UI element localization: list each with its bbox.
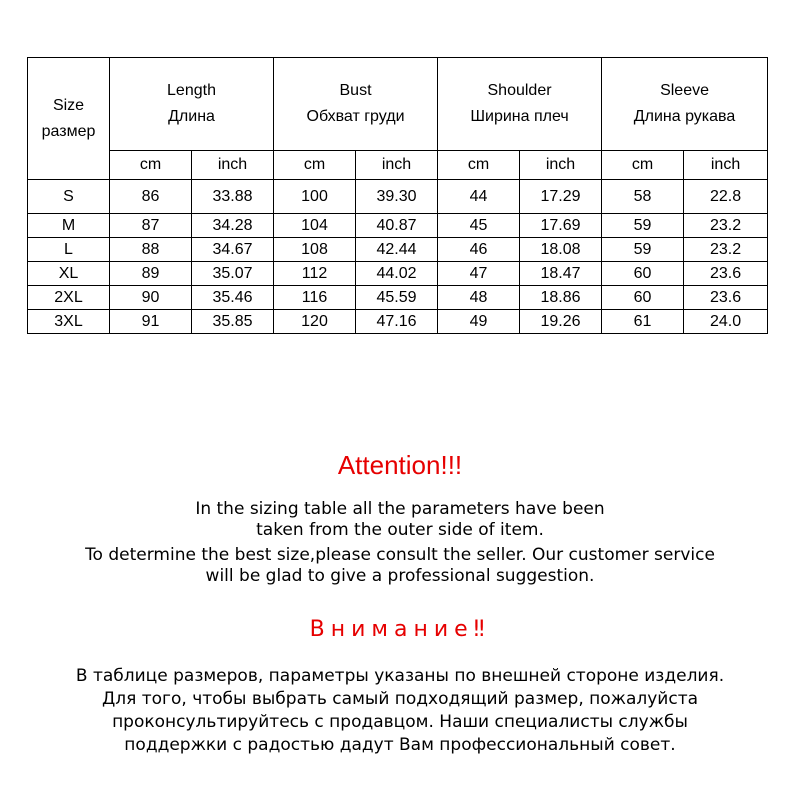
notice-en-paragraph-2: To determine the best size,please consult the seller. Our customer service will be glad to give a professional suggestion. bbox=[85, 545, 715, 586]
table-row bbox=[28, 310, 768, 334]
measurement-cell: 19.26 bbox=[520, 310, 602, 334]
measurement-cell: 18.86 bbox=[520, 286, 602, 310]
measurement-cell: 86 bbox=[110, 180, 192, 214]
measurement-cell: 35.85 bbox=[192, 310, 274, 334]
measurement-cell: 47.16 bbox=[356, 310, 438, 334]
measurement-cell: 44.02 bbox=[356, 262, 438, 286]
unit-cell: inch bbox=[192, 151, 274, 180]
measurement-cell: 34.28 bbox=[192, 214, 274, 238]
measurement-cell: 45.59 bbox=[356, 286, 438, 310]
size-label-cell: M bbox=[28, 214, 110, 238]
measurement-cell: 22.8 bbox=[684, 180, 768, 214]
table-row bbox=[28, 238, 768, 262]
measurement-cell: 48 bbox=[438, 286, 520, 310]
size-label-cell: 3XL bbox=[28, 310, 110, 334]
measurement-cell: 90 bbox=[110, 286, 192, 310]
measurement-cell: 60 bbox=[602, 262, 684, 286]
measurement-cell: 59 bbox=[602, 214, 684, 238]
header-bust: Bust Обхват груди bbox=[274, 58, 438, 151]
measurement-cell: 61 bbox=[602, 310, 684, 334]
measurement-cell: 23.2 bbox=[684, 238, 768, 262]
measurement-cell: 120 bbox=[274, 310, 356, 334]
header-size: Size размер bbox=[28, 58, 110, 180]
table-row bbox=[28, 180, 768, 214]
measurement-cell: 59 bbox=[602, 238, 684, 262]
unit-cell: inch bbox=[520, 151, 602, 180]
size-label-cell: L bbox=[28, 238, 110, 262]
measurement-cell: 34.67 bbox=[192, 238, 274, 262]
measurement-cell: 104 bbox=[274, 214, 356, 238]
table-row bbox=[28, 262, 768, 286]
unit-cell: inch bbox=[356, 151, 438, 180]
unit-cell: cm bbox=[110, 151, 192, 180]
size-label-cell: XL bbox=[28, 262, 110, 286]
measurement-cell: 35.07 bbox=[192, 262, 274, 286]
measurement-cell: 49 bbox=[438, 310, 520, 334]
notice-ru-paragraph: В таблице размеров, параметры указаны по внешней стороне изделия. Для того, чтобы выбрать самый подходящий размер, пожалуйста проконсультируйтесь с продавцом. Наши специалисты службы поддержки с радостью дадут Вам профессиональный совет. bbox=[75, 666, 725, 755]
measurement-cell: 58 bbox=[602, 180, 684, 214]
header-shoulder: Shoulder Ширина плеч bbox=[438, 58, 602, 151]
measurement-cell: 108 bbox=[274, 238, 356, 262]
measurement-cell: 18.08 bbox=[520, 238, 602, 262]
measurement-cell: 112 bbox=[274, 262, 356, 286]
attention-heading-ru: Внимание‼ bbox=[309, 617, 491, 642]
table-row bbox=[28, 214, 768, 238]
measurement-cell: 35.46 bbox=[192, 286, 274, 310]
measurement-cell: 17.29 bbox=[520, 180, 602, 214]
measurement-cell: 39.30 bbox=[356, 180, 438, 214]
measurement-cell: 44 bbox=[438, 180, 520, 214]
measurement-cell: 23.6 bbox=[684, 286, 768, 310]
measurement-cell: 116 bbox=[274, 286, 356, 310]
measurement-cell: 89 bbox=[110, 262, 192, 286]
header-sleeve: Sleeve Длина рукава bbox=[602, 58, 768, 151]
notice-en-paragraph-1: In the sizing table all the parameters have been taken from the outer side of item. bbox=[195, 499, 605, 540]
measurement-cell: 18.47 bbox=[520, 262, 602, 286]
measurement-cell: 40.87 bbox=[356, 214, 438, 238]
unit-cell: cm bbox=[274, 151, 356, 180]
measurement-cell: 46 bbox=[438, 238, 520, 262]
measurement-cell: 100 bbox=[274, 180, 356, 214]
size-chart-table bbox=[27, 57, 768, 334]
unit-cell: inch bbox=[684, 151, 768, 180]
measurement-cell: 87 bbox=[110, 214, 192, 238]
attention-heading-en: Attention!!! bbox=[337, 450, 463, 480]
measurement-cell: 23.6 bbox=[684, 262, 768, 286]
unit-row bbox=[28, 151, 768, 180]
measurement-cell: 17.69 bbox=[520, 214, 602, 238]
measurement-cell: 47 bbox=[438, 262, 520, 286]
table-row bbox=[28, 286, 768, 310]
unit-cell: cm bbox=[602, 151, 684, 180]
measurement-cell: 60 bbox=[602, 286, 684, 310]
size-label-cell: S bbox=[28, 180, 110, 214]
size-label-cell: 2XL bbox=[28, 286, 110, 310]
measurement-cell: 91 bbox=[110, 310, 192, 334]
header-length: Length Длина bbox=[110, 58, 274, 151]
measurement-cell: 33.88 bbox=[192, 180, 274, 214]
measurement-cell: 45 bbox=[438, 214, 520, 238]
measurement-cell: 88 bbox=[110, 238, 192, 262]
unit-cell: cm bbox=[438, 151, 520, 180]
measurement-cell: 42.44 bbox=[356, 238, 438, 262]
measurement-cell: 24.0 bbox=[684, 310, 768, 334]
measurement-cell: 23.2 bbox=[684, 214, 768, 238]
